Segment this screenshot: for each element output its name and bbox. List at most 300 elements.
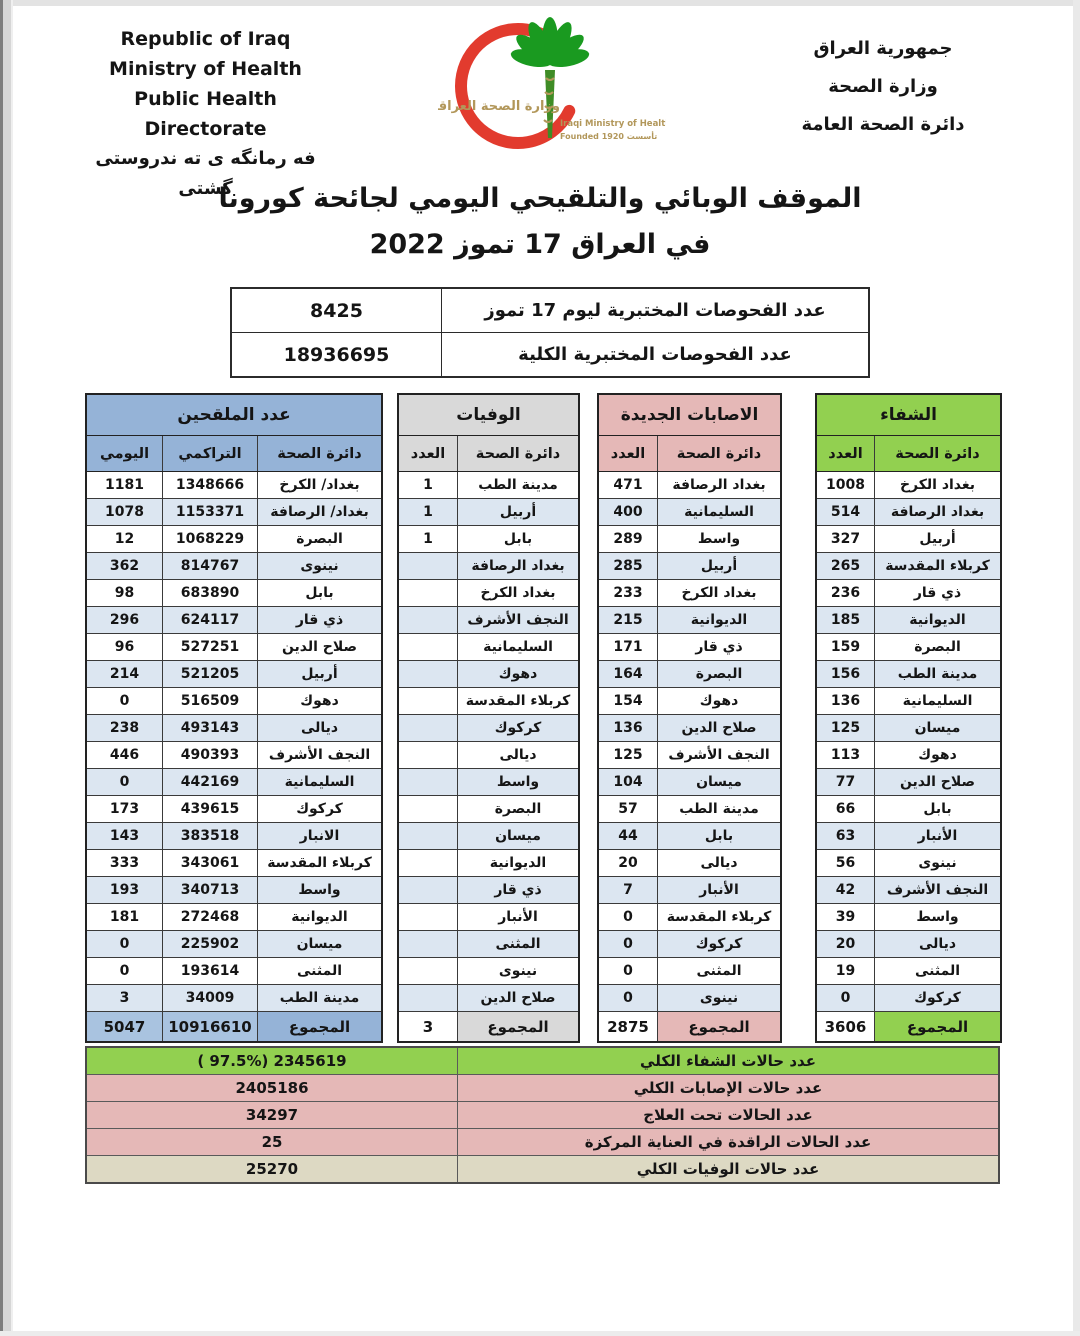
scan-edge-right (1073, 0, 1080, 1336)
count-cell: 0 (840, 990, 851, 1006)
count-cell (399, 769, 457, 795)
daily-count-cell: 3 (119, 990, 130, 1006)
directorate-name-cell: بابل (257, 580, 381, 606)
table-row (817, 472, 1000, 499)
table-row (599, 877, 780, 904)
count-cell: 215 (613, 612, 643, 628)
directorate-name-cell: السليمانية (657, 499, 780, 525)
table-row (817, 769, 1000, 796)
directorate-name-cell: بابل (874, 796, 1000, 822)
directorate-name-cell: صلاح الدين (657, 715, 780, 741)
daily-tests-value: 8425 (232, 289, 442, 332)
table-row (87, 877, 381, 904)
directorate-name-cell: بغداد الكرخ (457, 580, 578, 606)
count-cell: 1 (423, 531, 433, 547)
directorate-name-cell: الأنبار (874, 823, 1000, 849)
table-row (399, 607, 578, 634)
directorate-name-cell: ميسان (657, 769, 780, 795)
deaths-total-label: المجموع (457, 1012, 578, 1041)
table-row (599, 553, 780, 580)
table-row (399, 877, 578, 904)
vaccinated-total-row (87, 1012, 381, 1041)
directorate-name-cell: بغداد الرصافة (657, 472, 780, 498)
count-column-header: العدد (599, 436, 657, 471)
header-ministry-ar: وزارة الصحة (828, 76, 938, 97)
directorate-name-cell: ذي قار (257, 607, 381, 633)
count-cell (399, 580, 457, 606)
scan-edge-bottom (0, 1331, 1080, 1336)
table-row (399, 796, 578, 823)
cumulative-count-cell: 442169 (162, 769, 257, 795)
total-tests-row (232, 332, 868, 376)
directorate-name-cell: ديالى (457, 742, 578, 768)
logo-arabic-name: وزارة الصحة العراقية (438, 99, 560, 114)
daily-count-cell: 0 (119, 936, 130, 952)
count-cell: 66 (835, 801, 856, 817)
table-row (87, 634, 381, 661)
table-row (399, 769, 578, 796)
table-row (87, 796, 381, 823)
cumulative-count-cell: 343061 (162, 850, 257, 876)
daily-count-cell: 193 (109, 882, 140, 898)
directorate-name-cell: كربلاء المقدسة (657, 904, 780, 930)
directorate-column-header: دائرة الصحة (874, 436, 1000, 471)
count-cell: 0 (623, 963, 633, 979)
table-row (599, 958, 780, 985)
cumulative-count-cell: 516509 (162, 688, 257, 714)
table-row (87, 742, 381, 769)
count-column-header: العدد (817, 436, 874, 471)
directorate-name-cell: واسط (874, 904, 1000, 930)
count-cell: 159 (830, 639, 861, 655)
daily-count-cell: 143 (109, 828, 140, 844)
directorate-name-cell: السليمانية (457, 634, 578, 660)
daily-count-cell: 296 (109, 612, 140, 628)
cumulative-count-cell: 193614 (162, 958, 257, 984)
directorate-name-cell: مدينة الطب (657, 796, 780, 822)
directorate-name-cell: البصرة (257, 526, 381, 552)
directorate-name-cell: الديوانية (257, 904, 381, 930)
count-cell: 136 (613, 720, 643, 736)
header-directorate-en: Public Health Directorate (134, 88, 277, 140)
table-row (599, 661, 780, 688)
table-row (599, 580, 780, 607)
icu-cases-label: عدد الحالات الراقدة في العناية المركزة (584, 1133, 872, 1151)
count-cell: 1008 (826, 477, 865, 493)
cumulative-count-cell: 1153371 (162, 499, 257, 525)
table-row (399, 904, 578, 931)
daily-count-cell: 238 (109, 720, 140, 736)
table-row (87, 823, 381, 850)
directorate-name-cell: بابل (657, 823, 780, 849)
logo-founded-text: Founded 1920 تأسست (560, 132, 658, 141)
new-infections-group-title: الاصابات الجديدة (599, 395, 780, 436)
directorate-name-cell: صلاح الدين (257, 634, 381, 660)
directorate-name-cell: البصرة (874, 634, 1000, 660)
directorate-name-cell: كركوك (657, 931, 780, 957)
total-tests-label: عدد الفحوصات المختبرية الكلية (518, 344, 792, 365)
count-cell (399, 931, 457, 957)
directorate-name-cell: المثنى (657, 958, 780, 984)
total-recoveries-label: عدد حالات الشفاء الكلي (640, 1052, 816, 1070)
count-cell: 7 (623, 882, 633, 898)
table-row (599, 769, 780, 796)
cumulative-count-cell: 624117 (162, 607, 257, 633)
table-row (817, 796, 1000, 823)
directorate-name-cell: كربلاء المقدسة (257, 850, 381, 876)
cumulative-summary-table (85, 1046, 1000, 1184)
directorate-column-header: دائرة الصحة (657, 436, 780, 471)
count-cell (399, 607, 457, 633)
recovery-total-label: المجموع (874, 1012, 1000, 1041)
count-cell: 125 (830, 720, 861, 736)
count-cell: 136 (830, 693, 861, 709)
count-cell (399, 742, 457, 768)
table-row (599, 688, 780, 715)
directorate-name-cell: واسط (457, 769, 578, 795)
directorate-name-cell: بغداد/ الرصافة (257, 499, 381, 525)
table-row (87, 580, 381, 607)
count-cell (399, 985, 457, 1011)
table-row (817, 661, 1000, 688)
cumulative-count-cell: 683890 (162, 580, 257, 606)
table-row (817, 985, 1000, 1012)
cumulative-count-cell: 527251 (162, 634, 257, 660)
table-row (817, 742, 1000, 769)
directorate-name-cell: السليمانية (257, 769, 381, 795)
scan-edge-top (0, 0, 1080, 6)
daily-count-cell: 181 (109, 909, 140, 925)
table-row (817, 850, 1000, 877)
under-treatment-row (87, 1101, 998, 1128)
directorate-name-cell: ميسان (257, 931, 381, 957)
directorate-name-cell: دهوك (657, 688, 780, 714)
directorate-name-cell: النجف الأشرف (457, 607, 578, 633)
count-cell: 0 (623, 909, 633, 925)
scan-edge-left (0, 0, 13, 1336)
table-row (817, 553, 1000, 580)
daily-count-cell: 12 (114, 531, 135, 547)
deaths-group-title: الوفيات (399, 395, 578, 436)
table-row (599, 904, 780, 931)
daily-tests-label: عدد الفحوصات المختبرية ليوم 17 تموز (484, 300, 826, 321)
daily-count-cell: 96 (114, 639, 135, 655)
vaccinated-rows (87, 472, 381, 1012)
deaths-column-headers (399, 436, 578, 472)
count-cell: 125 (613, 747, 643, 763)
vaccinated-group (85, 393, 383, 1043)
directorate-name-cell: كربلاء المقدسة (457, 688, 578, 714)
table-row (599, 985, 780, 1012)
directorate-name-cell: الديوانية (874, 607, 1000, 633)
cumulative-count-cell: 490393 (162, 742, 257, 768)
directorate-name-cell: الانبار (257, 823, 381, 849)
daily-count-cell: 0 (119, 774, 130, 790)
cumulative-count-cell: 225902 (162, 931, 257, 957)
directorate-name-cell: واسط (257, 877, 381, 903)
directorate-name-cell: مدينة الطب (257, 985, 381, 1011)
header-country-ar: جمهورية العراق (813, 38, 953, 59)
directorate-name-cell: البصرة (657, 661, 780, 687)
table-row (87, 931, 381, 958)
vaccinated-column-headers (87, 436, 381, 472)
count-cell: 56 (835, 855, 856, 871)
directorate-column-header: دائرة الصحة (457, 436, 578, 471)
recovery-group (815, 393, 1002, 1043)
directorate-name-cell: كركوك (874, 985, 1000, 1011)
table-row (599, 472, 780, 499)
table-row (87, 904, 381, 931)
daily-count-cell: 333 (109, 855, 140, 871)
directorate-name-cell: النجف الأشرف (874, 877, 1000, 903)
directorate-name-cell: الديوانية (657, 607, 780, 633)
directorate-name-cell: بغداد/ الكرخ (257, 472, 381, 498)
directorate-name-cell: بغداد الكرخ (657, 580, 780, 606)
deaths-total-value: 3 (399, 1012, 457, 1041)
daily-count-cell: 98 (114, 585, 135, 601)
count-cell: 20 (835, 936, 856, 952)
icu-cases-row (87, 1128, 998, 1155)
under-treatment-value: 34297 (87, 1102, 458, 1128)
lab-tests-table (230, 287, 870, 378)
directorate-name-cell: ميسان (457, 823, 578, 849)
recovery-rows (817, 472, 1000, 1012)
table-row (87, 850, 381, 877)
new-infections-group (597, 393, 782, 1043)
table-row (599, 850, 780, 877)
logo-english-name: Iraqi Ministry of Health (560, 119, 666, 129)
cumulative-count-cell: 521205 (162, 661, 257, 687)
table-row (817, 877, 1000, 904)
cumulative-count-cell: 34009 (162, 985, 257, 1011)
table-row (399, 931, 578, 958)
ministry-logo-graphic (438, 8, 666, 164)
table-row (399, 661, 578, 688)
table-row (87, 958, 381, 985)
table-row (87, 607, 381, 634)
directorate-name-cell: ذي قار (657, 634, 780, 660)
deaths-group (397, 393, 580, 1043)
count-cell (399, 877, 457, 903)
count-cell: 400 (613, 504, 643, 520)
count-cell (399, 661, 457, 687)
count-cell: 39 (835, 909, 856, 925)
provinces-statistics-table (85, 393, 1002, 1043)
table-row (399, 958, 578, 985)
count-cell: 1 (423, 504, 433, 520)
table-row (399, 580, 578, 607)
daily-count-cell: 214 (109, 666, 140, 682)
deaths-rows (399, 472, 578, 1012)
page-title-line1: الموقف الوبائي والتلقيحي اليومي لجائحة كورونا (218, 183, 862, 214)
count-cell: 285 (613, 558, 643, 574)
table-row (87, 688, 381, 715)
vaccinated-group-title: عدد الملقحين (87, 395, 381, 436)
cumulative-count-cell: 439615 (162, 796, 257, 822)
count-cell: 77 (835, 774, 856, 790)
count-cell (399, 688, 457, 714)
count-cell: 327 (830, 531, 861, 547)
total-tests-value: 18936695 (232, 333, 442, 376)
new-infections-total-value: 2875 (599, 1012, 657, 1041)
directorate-name-cell: ديالى (874, 931, 1000, 957)
count-cell: 63 (835, 828, 856, 844)
total-recoveries-value: ( 97.5%) 2345619 (87, 1048, 458, 1074)
directorate-name-cell: مدينة الطب (457, 472, 578, 498)
count-cell: 164 (613, 666, 643, 682)
table-row (599, 796, 780, 823)
total-infections-label: عدد حالات الإصابات الكلي (633, 1079, 823, 1097)
table-row (87, 472, 381, 499)
directorate-name-cell: بغداد الرصافة (874, 499, 1000, 525)
count-cell (399, 715, 457, 741)
directorate-column-header: دائرة الصحة (257, 436, 381, 471)
recovery-total-row (817, 1012, 1000, 1041)
table-row (399, 499, 578, 526)
table-row (817, 958, 1000, 985)
icu-cases-value: 25 (87, 1129, 458, 1155)
cumulative-count-cell: 493143 (162, 715, 257, 741)
count-cell: 171 (613, 639, 643, 655)
table-row (399, 850, 578, 877)
header-directorate-ar: دائرة الصحة العامة (801, 114, 965, 135)
cumulative-count-cell: 1068229 (162, 526, 257, 552)
ministry-logo (438, 8, 666, 164)
directorate-name-cell: نينوى (257, 553, 381, 579)
table-row (599, 931, 780, 958)
cumulative-count-cell: 272468 (162, 904, 257, 930)
header-right-block (768, 30, 998, 144)
directorate-name-cell: ميسان (874, 715, 1000, 741)
directorate-name-cell: صلاح الدين (874, 769, 1000, 795)
table-row (87, 553, 381, 580)
directorate-name-cell: كربلاء المقدسة (874, 553, 1000, 579)
new-infections-total-label: المجموع (657, 1012, 780, 1041)
directorate-name-cell: البصرة (457, 796, 578, 822)
table-row (817, 499, 1000, 526)
total-recoveries-row (87, 1048, 998, 1074)
directorate-name-cell: الأنبار (657, 877, 780, 903)
count-cell (399, 553, 457, 579)
directorate-name-cell: الأنبار (457, 904, 578, 930)
count-cell (399, 823, 457, 849)
directorate-name-cell: بغداد الكرخ (874, 472, 1000, 498)
daily-count-cell: 1181 (105, 477, 144, 493)
daily-count-cell: 1078 (105, 504, 144, 520)
directorate-name-cell: دهوك (457, 661, 578, 687)
cumulative-column-header: التراكمي (162, 436, 257, 471)
directorate-name-cell: السليمانية (874, 688, 1000, 714)
table-row (87, 715, 381, 742)
directorate-name-cell: واسط (657, 526, 780, 552)
count-cell: 265 (830, 558, 861, 574)
directorate-name-cell: أربيل (874, 526, 1000, 552)
directorate-name-cell: النجف الأشرف (257, 742, 381, 768)
count-cell: 156 (830, 666, 861, 682)
directorate-name-cell: كركوك (457, 715, 578, 741)
daily-count-cell: 173 (109, 801, 140, 817)
directorate-name-cell: صلاح الدين (457, 985, 578, 1011)
table-row (817, 526, 1000, 553)
table-row (817, 715, 1000, 742)
under-treatment-label: عدد الحالات تحت العلاج (643, 1106, 813, 1124)
count-cell: 471 (613, 477, 643, 493)
total-deaths-value: 25270 (87, 1156, 458, 1182)
total-deaths-label: عدد حالات الوفيات الكلي (636, 1160, 820, 1178)
total-infections-value: 2405186 (87, 1075, 458, 1101)
total-infections-row (87, 1074, 998, 1101)
table-row (599, 715, 780, 742)
directorate-name-cell: دهوك (874, 742, 1000, 768)
directorate-name-cell: مدينة الطب (874, 661, 1000, 687)
directorate-name-cell: أربيل (657, 553, 780, 579)
table-row (817, 607, 1000, 634)
page-title (40, 176, 1040, 268)
directorate-name-cell: النجف الأشرف (657, 742, 780, 768)
new-infections-rows (599, 472, 780, 1012)
count-cell: 154 (613, 693, 643, 709)
page-title-line2: في العراق 17 تموز 2022 (369, 229, 711, 260)
count-cell: 113 (830, 747, 861, 763)
count-column-header: العدد (399, 436, 457, 471)
count-cell: 185 (830, 612, 861, 628)
directorate-name-cell: نينوى (657, 985, 780, 1011)
directorate-name-cell: نينوى (874, 850, 1000, 876)
table-row (599, 634, 780, 661)
daily-tests-row (232, 289, 868, 332)
directorate-name-cell: أربيل (457, 499, 578, 525)
table-row (599, 499, 780, 526)
count-cell: 20 (618, 855, 638, 871)
table-row (87, 499, 381, 526)
table-row (599, 742, 780, 769)
new-infections-column-headers (599, 436, 780, 472)
cumulative-count-cell: 814767 (162, 553, 257, 579)
table-row (817, 904, 1000, 931)
count-cell: 42 (835, 882, 856, 898)
directorate-name-cell: نينوى (457, 958, 578, 984)
table-row (399, 715, 578, 742)
table-row (817, 823, 1000, 850)
directorate-name-cell: بغداد الرصافة (457, 553, 578, 579)
table-row (599, 526, 780, 553)
header-directorate-kurdish: فه رمانگه ی ته ندروستی گشتی (95, 148, 316, 199)
count-cell: 104 (613, 774, 643, 790)
daily-count-cell: 362 (109, 558, 140, 574)
cumulative-count-cell: 340713 (162, 877, 257, 903)
header-country-en: Republic of Iraq (120, 28, 291, 50)
table-row (87, 526, 381, 553)
table-row (599, 823, 780, 850)
table-row (399, 823, 578, 850)
table-row (817, 688, 1000, 715)
table-row (817, 931, 1000, 958)
table-row (599, 607, 780, 634)
directorate-name-cell: المثنى (257, 958, 381, 984)
directorate-name-cell: بابل (457, 526, 578, 552)
table-row (399, 688, 578, 715)
new-infections-total-row (599, 1012, 780, 1041)
count-cell: 44 (618, 828, 638, 844)
count-cell: 0 (623, 936, 633, 952)
count-cell (399, 958, 457, 984)
table-row (399, 742, 578, 769)
count-cell: 1 (423, 477, 433, 493)
count-cell: 514 (830, 504, 861, 520)
table-row (399, 553, 578, 580)
daily-count-cell: 0 (119, 693, 130, 709)
daily-count-cell: 446 (109, 747, 140, 763)
